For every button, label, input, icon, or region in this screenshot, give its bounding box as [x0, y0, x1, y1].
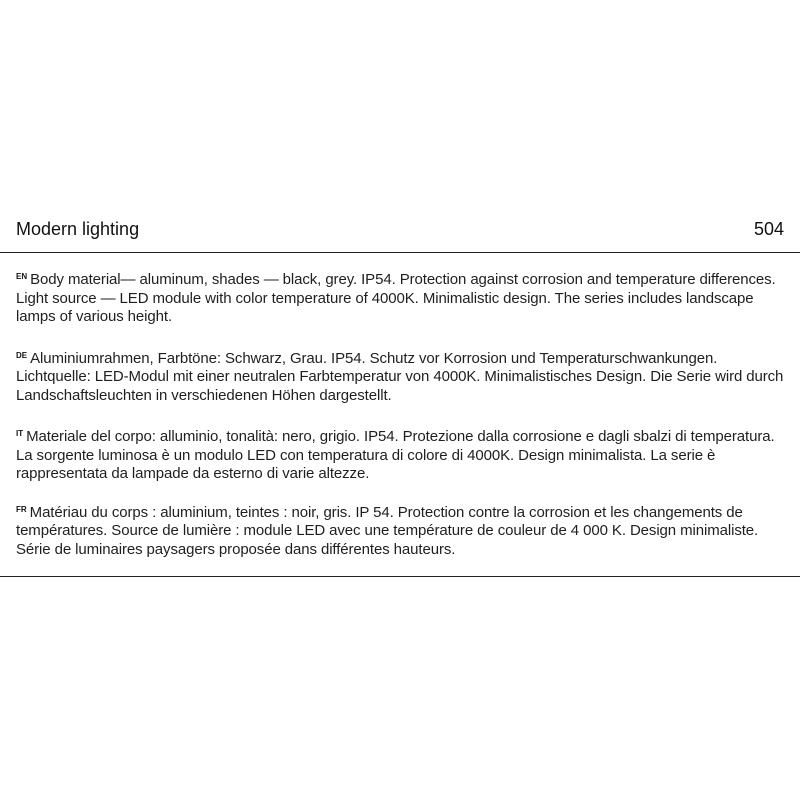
page-title: Modern lighting: [16, 219, 140, 239]
language-code-fr: FR: [16, 504, 27, 514]
description-fr: [16, 501, 788, 560]
description-en: [16, 268, 788, 327]
language-code-it: IT: [16, 429, 24, 438]
description-it: [16, 425, 788, 484]
description-de: [16, 347, 788, 406]
page-number: 504: [753, 219, 784, 239]
description-text-fr: Matériau du corps : aluminium, teintes : noir, gris. IP 54. Protection contre la corrosion et les changements de températures. Source de lumière : module LED avec une température de couleur de 4 000 K. Design minimaliste. Série de luminaires paysagers proposée dans différentes hauteurs.: [16, 503, 759, 558]
language-code-de: DE: [16, 350, 28, 360]
page-header: [0, 212, 800, 253]
description-text-it: Materiale del corpo: alluminio, tonalità: nero, grigio. IP54. Protezione dalla corrosione e dagli sbalzi di temperatura. La sorgente luminosa è un modulo LED con temperatura di colore di 4000K. Design minimalista. La serie è rappresentata da lampade da esterno di varie altezze.: [16, 428, 775, 482]
description-text-en: Body material— aluminum, shades — black, grey. IP54. Protection against corrosion and temperature differences. Light source — LED module with color temperature of 4000K. Minimalistic design. The series includes landscape lamps of various height.: [16, 271, 776, 325]
description-text-de: Aluminiumrahmen, Farbtöne: Schwarz, Grau. IP54. Schutz vor Korrosion und Temperaturschwankungen. Lichtquelle: LED-Modul mit einer neutralen Farbtemperatur von 4000K. Minimalistisches Design. Die Serie wird durch Landschaftsleuchten in verschiedenen Höhen dargestellt.: [16, 349, 784, 404]
language-code-en: EN: [16, 272, 28, 281]
description-list: [16, 268, 788, 579]
bottom-divider: [0, 576, 800, 577]
